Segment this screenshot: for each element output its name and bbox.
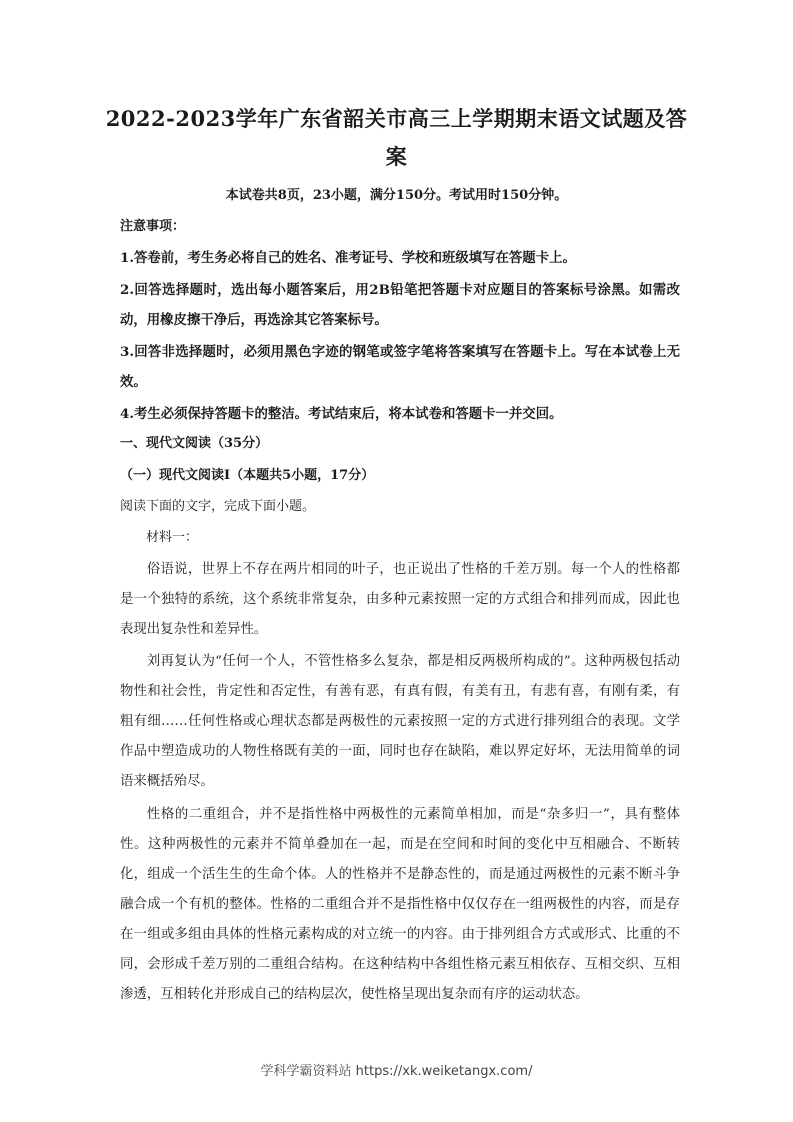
notice-item-3: 3.回答非选择题时，必须用黑色字迹的钢笔或签字笔将答案填写在答题卡上。写在本试卷上无效。: [120, 344, 680, 390]
notice-item-1: 1.答卷前，考生务必将自己的姓名、准考证号、学校和班级填写在答题卡上。: [120, 250, 576, 266]
document-title: 2022-2023学年广东省韶关市高三上学期期末语文试题及答案: [105, 106, 688, 169]
footer-watermark: 学科学霸资料站 https://xk.weiketangx.com/: [260, 1064, 533, 1079]
reading-instruction: 阅读下面的文字，完成下面小题。: [120, 499, 316, 514]
body-paragraph-2: 刘再复认为“任何一个人，不管性格多么复杂，都是相反两极所构成的”。这种两极包括动物性和社会性，肯定性和否定性，有善有恶，有真有假，有美有丑，有悲有喜，有刚有柔，有粗有细……任何性格或心理状态都是两极性的元素按照一定的方式进行排列组合的表现。文学作品中塑造成功的人物性格既有美的一面，同时也存在缺陷，难以界定好坏，无法用简单的词语来概括殆尽。: [120, 654, 680, 789]
body-paragraph-1: 俗语说，世界上不存在两片相同的叶子，也正说出了性格的千差万别。每一个人的性格都是一个独特的系统，这个系统非常复杂，由多种元素按照一定的方式组合和排列而成，因此也表现出复杂性和差异性。: [120, 562, 680, 637]
notice-heading: 注意事项：: [120, 219, 186, 234]
body-paragraph-3: 性格的二重组合，并不是指性格中两极性的元素简单相加，而是“杂多归一”，具有整体性。这种两极性的元素并不简单叠加在一起，而是在空间和时间的变化中互相融合、不断转化，组成一个活生生的生命个体。人的性格并不是静态性的，而是通过两极性的元素不断斗争融合成一个有机的整体。性格的二重组合并不是指性格中仅仅存在一组两极性的内容，而是存在一组或多组由具体的性格元素构成的对立统一的内容。由于排列组合方式或形式、比重的不同，会形成千差万别的二重组合结构。在这种结构中各组性格元素互相依存、互相交织、互相渗透，互相转化并形成自己的结构层次，使性格呈现出复杂而有序的运动状态。: [120, 807, 680, 1002]
section-subheading: （一）现代文阅读Ⅰ（本题共5小题，17分）: [120, 468, 375, 483]
notice-item-4: 4.考生必须保持答题卡的整洁。考试结束后，将本试卷和答题卡一并交回。: [120, 406, 563, 422]
material-label: 材料一：: [146, 530, 199, 545]
exam-info: 本试卷共8页，23小题，满分150分。考试用时150分钟。: [225, 188, 568, 203]
notice-item-2: 2.回答选择题时，选出每小题答案后，用2B铅笔把答题卡对应题目的答案标号涂黑。如需改动，用橡皮擦干净后，再选涂其它答案标号。: [120, 282, 680, 328]
section-heading: 一、现代文阅读（35分）: [120, 436, 269, 451]
